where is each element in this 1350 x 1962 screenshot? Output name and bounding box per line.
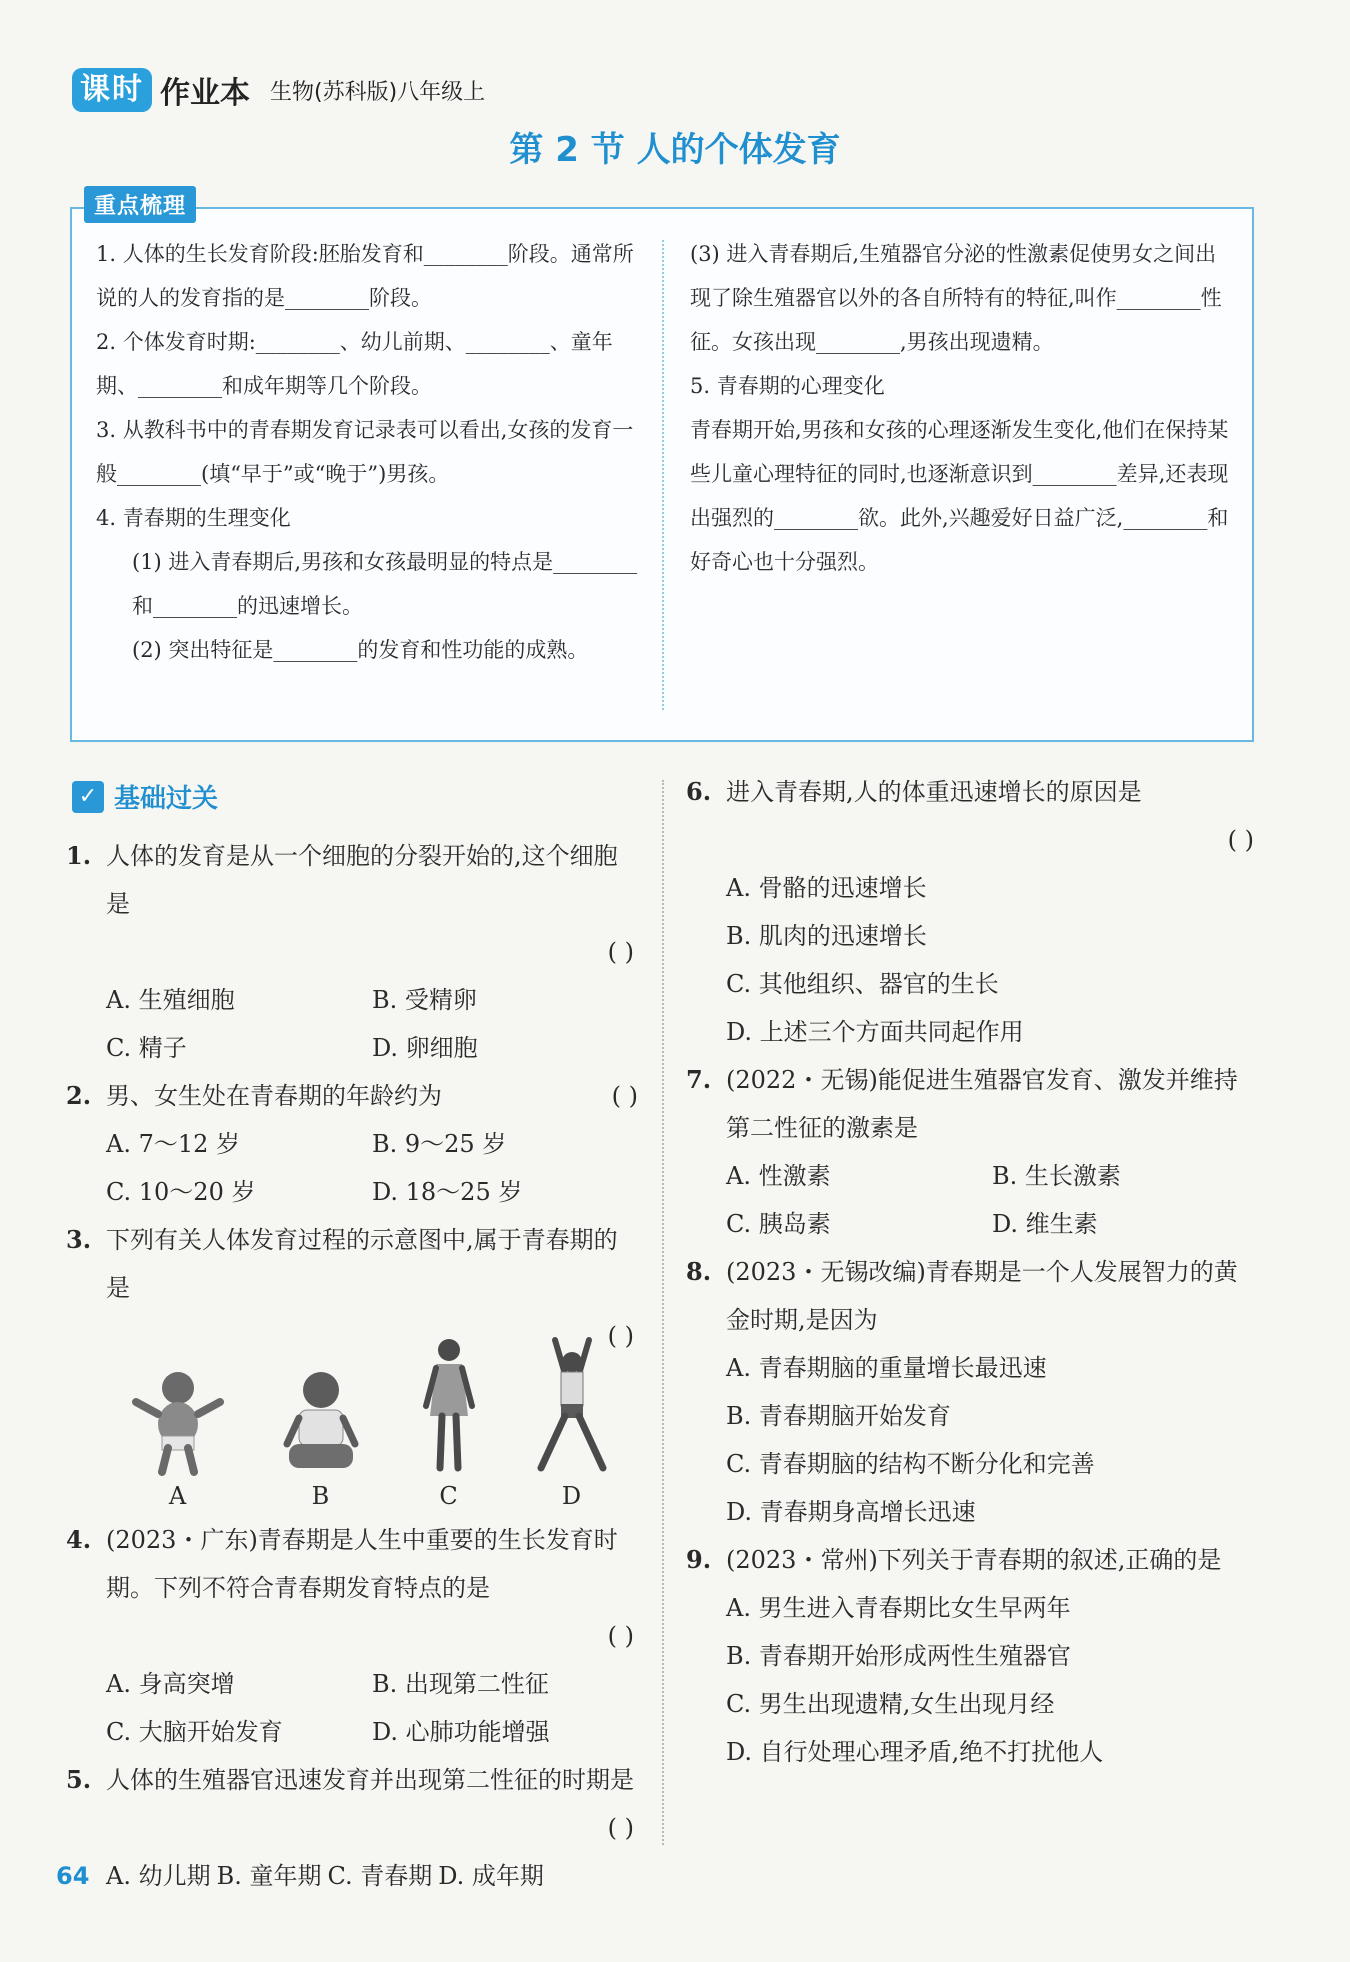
option[interactable]: A. 身高突增 [106, 1670, 235, 1698]
figure-a[interactable] [128, 1366, 228, 1516]
option[interactable]: B. 青春期脑开始发育 [726, 1402, 951, 1430]
question-number: 6. [686, 777, 712, 806]
key-points-label: 重点梳理 [84, 186, 196, 223]
question-stem: 下列有关人体发育过程的示意图中,属于青春期的是 [106, 1226, 618, 1302]
key-point-item: 2. 个体发育时期:________、幼儿前期、________、童年期、________和成年期等几个阶段。 [96, 330, 613, 398]
page-number: 64 [56, 1862, 90, 1890]
series-name: 作业本 [160, 76, 250, 111]
option[interactable]: D. 青春期身高增长迅速 [726, 1498, 976, 1526]
key-point-subitem: (1) 进入青春期后,男孩和女孩最明显的特点是________和________的迅速增长。 [132, 550, 638, 618]
question-1 [66, 832, 638, 928]
options [686, 864, 1258, 1056]
key-point-item: 1. 人体的生长发育阶段:胚胎发育和________阶段。通常所说的人的发育指的是________阶段。 [96, 242, 634, 310]
basic-section-title: 基础过关 [114, 784, 219, 814]
child-figure-icon [414, 1336, 484, 1476]
option[interactable]: A. 骨骼的迅速增长 [726, 874, 927, 902]
figure-caption: D [561, 1482, 582, 1510]
question-4 [66, 1516, 638, 1612]
option[interactable]: C. 大脑开始发育 [106, 1718, 283, 1746]
option[interactable]: D. 心肺功能增强 [372, 1718, 550, 1746]
key-point-subitem: (3) 进入青春期后,生殖器官分泌的性激素促使男女之间出现了除生殖器官以外的各自所特有的特征,叫作________性征。女孩出现________,男孩出现遗精。 [690, 242, 1222, 354]
question-number: 5. [66, 1765, 92, 1794]
brand-logo: 课时 [72, 68, 152, 112]
question-stem: 男、女生处在青春期的年龄约为 [106, 1082, 442, 1110]
figure-b[interactable] [271, 1366, 371, 1516]
checkbox-icon: ✓ [72, 781, 104, 813]
option[interactable]: B. 肌肉的迅速增长 [726, 922, 927, 950]
question-stem: 人体的生殖器官迅速发育并出现第二性征的时期是 [106, 1766, 634, 1794]
options [686, 1152, 1258, 1248]
answer-bracket[interactable]: ( ) [607, 1622, 634, 1650]
infant-figure-icon [128, 1366, 228, 1476]
option[interactable]: D. 18～25 岁 [372, 1178, 523, 1206]
options [66, 1660, 638, 1756]
option[interactable]: B. 童年期 [216, 1862, 322, 1890]
question-number: 2. [66, 1081, 92, 1110]
question-number: 4. [66, 1525, 92, 1554]
options [66, 976, 638, 1072]
question-number: 1. [66, 841, 92, 870]
question-8 [686, 1248, 1258, 1344]
option[interactable]: A. 7～12 岁 [106, 1130, 241, 1158]
question-2 [66, 1072, 638, 1120]
options [66, 1120, 638, 1216]
option[interactable]: C. 精子 [106, 1034, 187, 1062]
key-points-divider [662, 240, 664, 710]
question-stem: 进入青春期,人的体重迅速增长的原因是 [726, 778, 1142, 806]
option[interactable]: C. 胰岛素 [726, 1210, 831, 1238]
answer-bracket[interactable]: ( ) [611, 1082, 638, 1110]
figure-c[interactable] [414, 1336, 484, 1516]
question-number: 7. [686, 1065, 712, 1094]
adolescent-figure-icon [527, 1336, 617, 1476]
brand-header [72, 68, 485, 112]
key-points-left-column [96, 232, 644, 672]
key-point-item: 4. 青春期的生理变化 [96, 506, 291, 530]
question-number: 9. [686, 1545, 712, 1574]
toddler-figure-icon [271, 1366, 371, 1476]
question-6 [686, 768, 1258, 816]
option[interactable]: D. 成年期 [438, 1862, 544, 1890]
question-stem: 人体的发育是从一个细胞的分裂开始的,这个细胞是 [106, 842, 618, 918]
option[interactable]: C. 青春期 [327, 1862, 433, 1890]
answer-bracket[interactable]: ( ) [607, 1322, 634, 1350]
question-9 [686, 1536, 1258, 1584]
question-number: 3. [66, 1225, 92, 1254]
figure-caption: C [439, 1482, 458, 1510]
answer-bracket[interactable]: ( ) [1227, 826, 1254, 854]
answer-bracket[interactable]: ( ) [607, 938, 634, 966]
option[interactable]: A. 幼儿期 [106, 1862, 211, 1890]
option[interactable]: D. 上述三个方面共同起作用 [726, 1018, 1024, 1046]
key-point-item: 5. 青春期的心理变化 [690, 374, 885, 398]
options [66, 1852, 638, 1900]
figure-caption: A [168, 1482, 187, 1510]
option[interactable]: B. 受精卵 [372, 986, 477, 1014]
option[interactable]: C. 10～20 岁 [106, 1178, 256, 1206]
question-stem: (2022・无锡)能促进生殖器官发育、激发并维持第二性征的激素是 [726, 1066, 1238, 1142]
option[interactable]: B. 生长激素 [992, 1162, 1121, 1190]
question-number: 8. [686, 1257, 712, 1286]
option[interactable]: D. 维生素 [992, 1210, 1098, 1238]
option[interactable]: A. 生殖细胞 [106, 986, 235, 1014]
development-figures [66, 1366, 638, 1516]
questions-left-column [66, 832, 638, 1900]
subject-label: 生物(苏科版)八年级上 [270, 79, 486, 105]
question-stem: (2023・无锡改编)青春期是一个人发展智力的黄金时期,是因为 [726, 1258, 1238, 1334]
option[interactable]: A. 性激素 [726, 1162, 831, 1190]
key-points-right-column [690, 232, 1230, 584]
question-3 [66, 1216, 638, 1312]
option[interactable]: A. 青春期脑的重量增长最迅速 [726, 1354, 1047, 1382]
answer-bracket[interactable]: ( ) [607, 1814, 634, 1842]
question-5 [66, 1756, 638, 1804]
option[interactable]: B. 9～25 岁 [372, 1130, 507, 1158]
question-stem: (2023・广东)青春期是人生中重要的生长发育时期。下列不符合青春期发育特点的是 [106, 1526, 618, 1602]
option[interactable]: C. 其他组织、器官的生长 [726, 970, 999, 998]
question-stem: (2023・常州)下列关于青春期的叙述,正确的是 [726, 1546, 1222, 1574]
options [686, 1344, 1258, 1536]
option[interactable]: C. 男生出现遗精,女生出现月经 [726, 1690, 1055, 1718]
option[interactable]: B. 出现第二性征 [372, 1670, 549, 1698]
questions-right-column [686, 768, 1258, 1776]
options [686, 1584, 1258, 1776]
figure-d[interactable] [527, 1336, 617, 1516]
option[interactable]: C. 青春期脑的结构不断分化和完善 [726, 1450, 1095, 1478]
key-point-subitem: (2) 突出特征是________的发育和性功能的成熟。 [132, 638, 589, 662]
question-7 [686, 1056, 1258, 1152]
option[interactable]: D. 卵细胞 [372, 1034, 478, 1062]
column-divider [662, 780, 664, 1845]
option[interactable]: A. 男生进入青春期比女生早两年 [726, 1594, 1071, 1622]
figure-caption: B [311, 1482, 330, 1510]
basic-section-label [72, 778, 218, 815]
key-point-item-body: 青春期开始,男孩和女孩的心理逐渐发生变化,他们在保持某些儿童心理特征的同时,也逐渐意识到________差异,还表现出强烈的________欲。此外,兴趣爱好日益广泛,________和好奇心也十分强烈。 [690, 418, 1229, 574]
option[interactable]: D. 自行处理心理矛盾,绝不打扰他人 [726, 1738, 1104, 1766]
key-point-item: 3. 从教科书中的青春期发育记录表可以看出,女孩的发育一般________(填“早于”或“晚于”)男孩。 [96, 418, 634, 486]
option[interactable]: B. 青春期开始形成两性生殖器官 [726, 1642, 1071, 1670]
section-title: 第 2 节 人的个体发育 [509, 130, 841, 170]
